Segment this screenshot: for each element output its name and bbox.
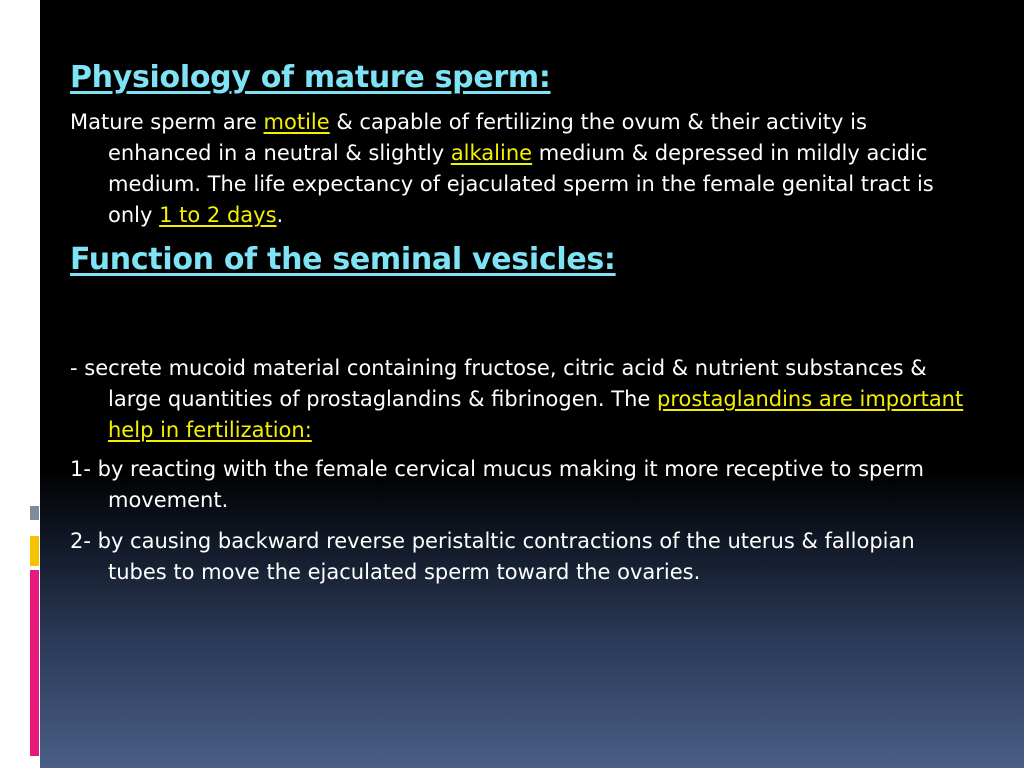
deco-bar-pink: [30, 570, 39, 756]
highlight-alkaline: alkaline: [450, 141, 533, 165]
text-run: Mature sperm are: [70, 110, 264, 134]
deco-bar-yellow: [30, 536, 39, 566]
text-run: - secrete mucoid material containing fructose, citric acid & nutrient substances & large quantities of prostaglandins & fibrinogen. The: [70, 356, 927, 411]
list-item-point-1: 1- by reacting with the female cervical mucus making it more receptive to sperm movement.: [70, 457, 924, 512]
highlight-motile: motile: [263, 110, 330, 134]
text-run: .: [276, 203, 284, 227]
paragraph-physiology: [70, 107, 970, 231]
text-run: medium & depressed in mildly acidic medium. The life expectancy of ejaculated sperm in the female genital tract is only: [108, 141, 934, 227]
slide-content: [70, 55, 970, 588]
text-run: & capable of fertilizing the ovum & their activity is enhanced in a neutral & slightly: [108, 110, 867, 165]
highlight-life-expectancy: 1 to 2 days: [159, 203, 277, 227]
paragraph-secrete: [70, 353, 970, 446]
deco-bar-gray: [30, 506, 39, 520]
list-item-point-2: 2- by causing backward reverse peristaltic contractions of the uterus & fallopian tubes to move the ejaculated sperm toward the ovaries.: [70, 529, 915, 584]
highlight-prostaglandins: prostaglandins are important help in fertilization:: [108, 387, 964, 442]
heading-physiology: Physiology of mature sperm:: [70, 60, 551, 95]
heading-seminal-vesicles: Function of the seminal vesicles:: [70, 242, 616, 277]
